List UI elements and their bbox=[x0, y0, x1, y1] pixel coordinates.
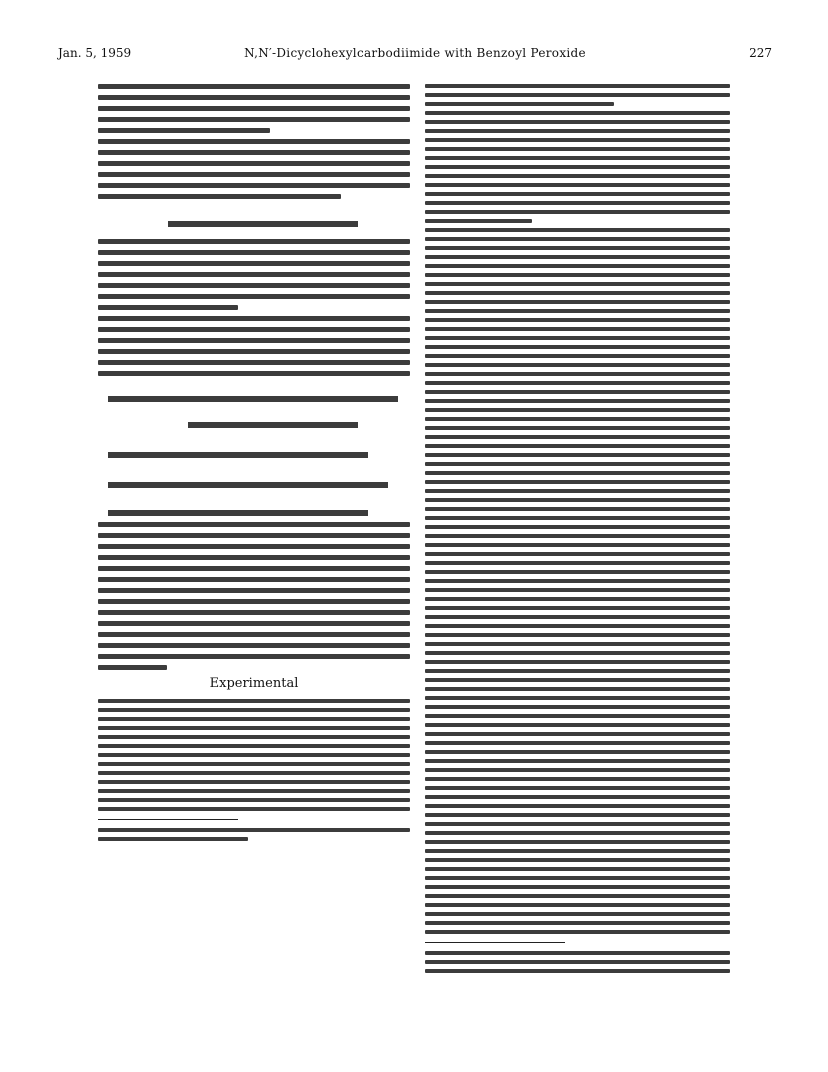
footnote-rule bbox=[425, 942, 565, 943]
text-line bbox=[425, 840, 730, 844]
text-line bbox=[98, 106, 410, 111]
scheme-line bbox=[108, 452, 368, 458]
text-line bbox=[98, 665, 167, 670]
text-line bbox=[425, 885, 730, 889]
text-line bbox=[98, 599, 410, 604]
text-line bbox=[425, 273, 730, 277]
text-line bbox=[425, 696, 730, 700]
running-title: N,N′-Dicyclohexylcarbodiimide with Benzoyl Peroxide bbox=[244, 46, 586, 60]
text-line bbox=[98, 798, 410, 802]
text-line bbox=[425, 903, 730, 907]
text-line bbox=[425, 462, 730, 466]
footnote-line bbox=[98, 837, 248, 841]
text-line bbox=[425, 336, 730, 340]
text-line bbox=[425, 732, 730, 736]
footnote-line bbox=[425, 951, 730, 955]
text-line bbox=[98, 533, 410, 538]
text-line bbox=[98, 349, 410, 354]
text-line bbox=[425, 507, 730, 511]
text-line bbox=[425, 561, 730, 565]
scheme-line bbox=[108, 396, 398, 402]
text-line bbox=[425, 399, 730, 403]
text-line bbox=[425, 534, 730, 538]
text-line bbox=[98, 780, 410, 784]
text-line bbox=[425, 129, 730, 133]
text-line bbox=[98, 172, 410, 177]
text-line bbox=[425, 120, 730, 124]
text-line bbox=[425, 921, 730, 925]
text-line bbox=[98, 250, 410, 255]
text-line bbox=[425, 417, 730, 421]
text-line bbox=[98, 261, 410, 266]
text-line bbox=[425, 633, 730, 637]
scheme-line bbox=[188, 422, 358, 428]
text-line bbox=[98, 150, 410, 155]
text-line bbox=[425, 453, 730, 457]
text-line bbox=[98, 327, 410, 332]
text-line bbox=[425, 849, 730, 853]
reaction-scheme bbox=[98, 205, 410, 239]
text-line bbox=[425, 426, 730, 430]
text-line bbox=[425, 219, 532, 223]
text-line bbox=[425, 579, 730, 583]
text-line bbox=[425, 759, 730, 763]
text-line bbox=[98, 735, 410, 739]
text-line bbox=[425, 183, 730, 187]
text-line bbox=[425, 615, 730, 619]
text-line bbox=[425, 858, 730, 862]
text-line bbox=[425, 165, 730, 169]
footnote-line bbox=[425, 960, 730, 964]
text-line bbox=[425, 930, 730, 934]
text-line bbox=[425, 822, 730, 826]
text-line bbox=[425, 192, 730, 196]
text-line bbox=[98, 753, 410, 757]
text-line bbox=[98, 610, 410, 615]
text-line bbox=[425, 444, 730, 448]
left-column bbox=[98, 84, 410, 846]
text-line bbox=[98, 588, 410, 593]
text-line bbox=[98, 555, 410, 560]
text-line bbox=[98, 139, 410, 144]
text-line bbox=[425, 282, 730, 286]
text-line bbox=[98, 566, 410, 571]
text-line bbox=[425, 93, 730, 97]
text-line bbox=[98, 643, 410, 648]
text-line bbox=[98, 283, 410, 288]
text-line bbox=[425, 309, 730, 313]
text-line bbox=[425, 264, 730, 268]
text-line bbox=[425, 867, 730, 871]
text-line bbox=[98, 128, 270, 133]
text-line bbox=[425, 876, 730, 880]
text-line bbox=[425, 516, 730, 520]
text-line bbox=[425, 228, 730, 232]
text-line bbox=[98, 744, 410, 748]
text-line bbox=[425, 363, 730, 367]
text-line bbox=[425, 831, 730, 835]
text-line bbox=[98, 577, 410, 582]
text-line bbox=[425, 84, 730, 88]
text-line bbox=[98, 95, 410, 100]
text-line bbox=[425, 894, 730, 898]
text-line bbox=[98, 699, 410, 703]
right-column bbox=[425, 84, 730, 978]
text-line bbox=[98, 708, 410, 712]
text-line bbox=[425, 552, 730, 556]
text-line bbox=[425, 912, 730, 916]
text-line bbox=[425, 606, 730, 610]
scheme-line bbox=[108, 482, 388, 488]
section-heading: Experimental bbox=[209, 676, 299, 691]
text-line bbox=[425, 138, 730, 142]
text-line bbox=[425, 111, 730, 115]
text-line bbox=[98, 621, 410, 626]
text-line bbox=[425, 300, 730, 304]
text-line bbox=[98, 117, 410, 122]
text-line bbox=[425, 588, 730, 592]
text-line bbox=[425, 813, 730, 817]
text-line bbox=[425, 255, 730, 259]
header-date: Jan. 5, 1959 bbox=[58, 46, 132, 60]
text-line bbox=[425, 291, 730, 295]
text-line bbox=[425, 327, 730, 331]
text-line bbox=[425, 651, 730, 655]
text-line bbox=[98, 239, 410, 244]
text-line bbox=[425, 777, 730, 781]
text-line bbox=[98, 371, 410, 376]
text-line bbox=[98, 183, 410, 188]
text-line bbox=[98, 161, 410, 166]
text-line bbox=[425, 435, 730, 439]
text-line bbox=[425, 246, 730, 250]
text-line bbox=[425, 354, 730, 358]
text-line bbox=[425, 489, 730, 493]
page-number: 227 bbox=[749, 46, 772, 60]
page-header bbox=[58, 46, 772, 64]
text-line bbox=[98, 544, 410, 549]
text-line bbox=[425, 642, 730, 646]
text-line bbox=[425, 723, 730, 727]
text-line bbox=[425, 201, 730, 205]
text-line bbox=[98, 654, 410, 659]
text-line bbox=[425, 624, 730, 628]
text-line bbox=[425, 210, 730, 214]
text-line bbox=[425, 570, 730, 574]
text-line bbox=[425, 147, 730, 151]
text-line bbox=[425, 786, 730, 790]
text-line bbox=[98, 360, 410, 365]
text-line bbox=[425, 174, 730, 178]
text-line bbox=[98, 632, 410, 637]
text-line bbox=[98, 807, 410, 811]
text-line bbox=[98, 522, 410, 527]
text-line bbox=[98, 272, 410, 277]
text-line bbox=[425, 390, 730, 394]
text-line bbox=[98, 84, 410, 89]
text-line bbox=[98, 726, 410, 730]
text-line bbox=[425, 408, 730, 412]
footnote-line bbox=[98, 828, 410, 832]
text-line bbox=[425, 660, 730, 664]
text-line bbox=[98, 771, 410, 775]
footnote-rule bbox=[98, 819, 238, 820]
text-line bbox=[425, 795, 730, 799]
text-line bbox=[425, 480, 730, 484]
text-line bbox=[425, 678, 730, 682]
text-line bbox=[98, 194, 341, 199]
text-line bbox=[98, 338, 410, 343]
scheme-line bbox=[108, 510, 368, 516]
text-line bbox=[425, 345, 730, 349]
text-line bbox=[98, 294, 410, 299]
text-line bbox=[425, 156, 730, 160]
text-line bbox=[98, 717, 410, 721]
text-line bbox=[425, 669, 730, 673]
reaction-scheme bbox=[98, 382, 410, 522]
text-line bbox=[425, 804, 730, 808]
scheme-line bbox=[168, 221, 358, 227]
text-line bbox=[425, 471, 730, 475]
text-line bbox=[425, 237, 730, 241]
text-line bbox=[425, 714, 730, 718]
text-line bbox=[425, 597, 730, 601]
text-line bbox=[98, 789, 410, 793]
text-line bbox=[98, 305, 238, 310]
text-line bbox=[425, 525, 730, 529]
text-line bbox=[425, 705, 730, 709]
footnote-line bbox=[425, 969, 730, 973]
text-line bbox=[425, 741, 730, 745]
text-line bbox=[425, 750, 730, 754]
text-line bbox=[425, 687, 730, 691]
text-line bbox=[98, 762, 410, 766]
text-line bbox=[425, 768, 730, 772]
text-line bbox=[425, 372, 730, 376]
text-line bbox=[425, 543, 730, 547]
text-line bbox=[425, 318, 730, 322]
text-line bbox=[425, 381, 730, 385]
text-line bbox=[98, 316, 410, 321]
text-line bbox=[425, 498, 730, 502]
text-line bbox=[425, 102, 614, 106]
